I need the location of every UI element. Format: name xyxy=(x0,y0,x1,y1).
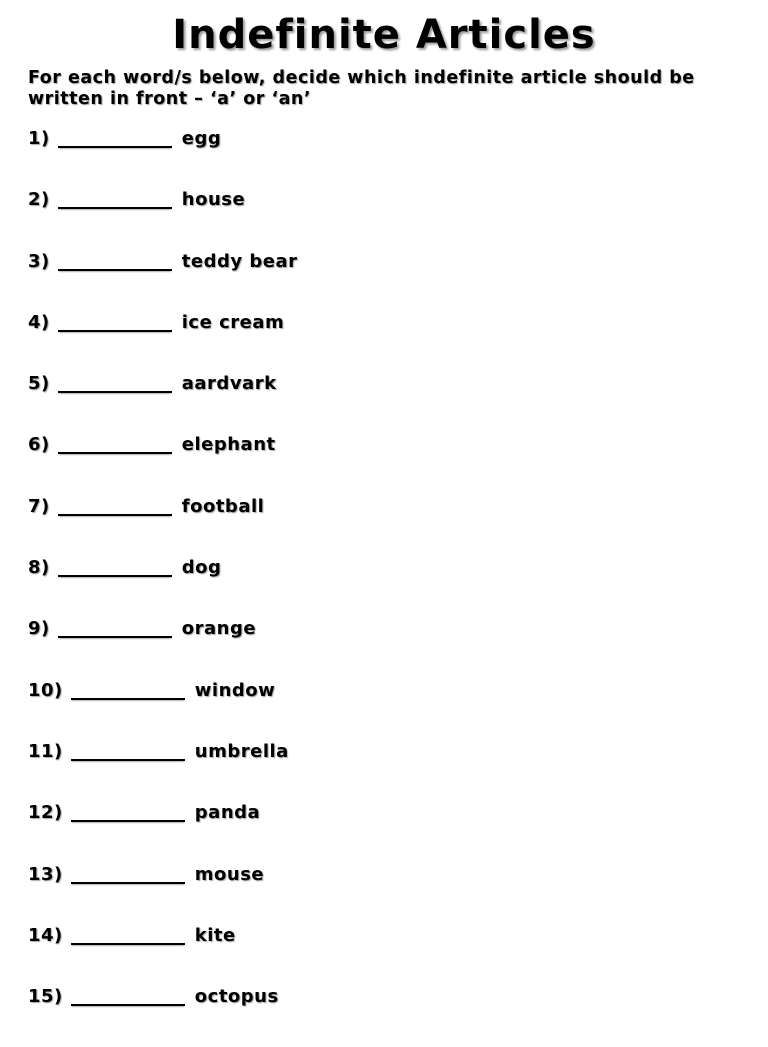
question-number: 8) xyxy=(28,557,50,579)
question-number: 11) xyxy=(28,740,63,762)
question-number: 1) xyxy=(28,128,50,149)
question-word: aardvark xyxy=(181,373,277,395)
question-item xyxy=(28,496,748,557)
question-word: football xyxy=(181,495,265,517)
question-item xyxy=(28,741,748,802)
question-number: 10) xyxy=(28,679,63,701)
question-item xyxy=(28,618,748,679)
question-item xyxy=(28,986,748,1047)
answer-blank[interactable] xyxy=(71,741,185,761)
question-item xyxy=(28,864,748,925)
answer-blank[interactable] xyxy=(58,496,172,516)
answer-blank[interactable] xyxy=(58,189,172,209)
question-number: 5) xyxy=(28,373,50,395)
question-item xyxy=(28,373,748,434)
question-number: 14) xyxy=(28,924,63,946)
question-item xyxy=(28,189,748,250)
question-word: umbrella xyxy=(194,740,289,762)
answer-blank[interactable] xyxy=(71,864,185,884)
answer-blank[interactable] xyxy=(71,925,185,945)
question-item xyxy=(28,434,748,495)
question-item xyxy=(28,251,748,312)
question-number: 13) xyxy=(28,863,63,885)
question-word: window xyxy=(194,679,276,701)
answer-blank[interactable] xyxy=(71,680,185,700)
question-word: kite xyxy=(194,924,236,946)
question-word: house xyxy=(181,189,246,211)
question-number: 7) xyxy=(28,495,50,517)
question-word: teddy bear xyxy=(181,250,298,272)
question-word: dog xyxy=(181,557,222,579)
worksheet-title: Indefinite Articles xyxy=(172,12,596,58)
answer-blank[interactable] xyxy=(58,312,172,332)
question-item xyxy=(28,557,748,618)
answer-blank[interactable] xyxy=(58,373,172,393)
question-word: orange xyxy=(181,618,257,640)
question-number: 15) xyxy=(28,986,63,1008)
question-word: egg xyxy=(181,128,222,149)
answer-blank[interactable] xyxy=(58,251,172,271)
instructions-text: For each word/s below, decide which indefinite article should be written in front – ‘a’ or ‘an’ xyxy=(28,68,695,109)
answer-blank[interactable] xyxy=(58,618,172,638)
question-number: 3) xyxy=(28,250,50,272)
question-item xyxy=(28,680,748,741)
question-word: panda xyxy=(194,802,261,824)
question-number: 12) xyxy=(28,802,63,824)
answer-blank[interactable] xyxy=(58,557,172,577)
question-word: ice cream xyxy=(181,311,285,333)
question-number: 6) xyxy=(28,434,50,456)
question-word: octopus xyxy=(194,986,279,1008)
answer-blank[interactable] xyxy=(71,802,185,822)
question-number: 4) xyxy=(28,311,50,333)
question-item xyxy=(28,128,748,189)
question-word: mouse xyxy=(194,863,265,885)
answer-blank[interactable] xyxy=(58,128,172,148)
answer-blank[interactable] xyxy=(71,986,185,1006)
question-number: 2) xyxy=(28,189,50,211)
question-item xyxy=(28,312,748,373)
question-number: 9) xyxy=(28,618,50,640)
question-item xyxy=(28,802,748,863)
question-item xyxy=(28,925,748,986)
question-list xyxy=(28,128,748,1047)
answer-blank[interactable] xyxy=(58,434,172,454)
question-word: elephant xyxy=(181,434,276,456)
